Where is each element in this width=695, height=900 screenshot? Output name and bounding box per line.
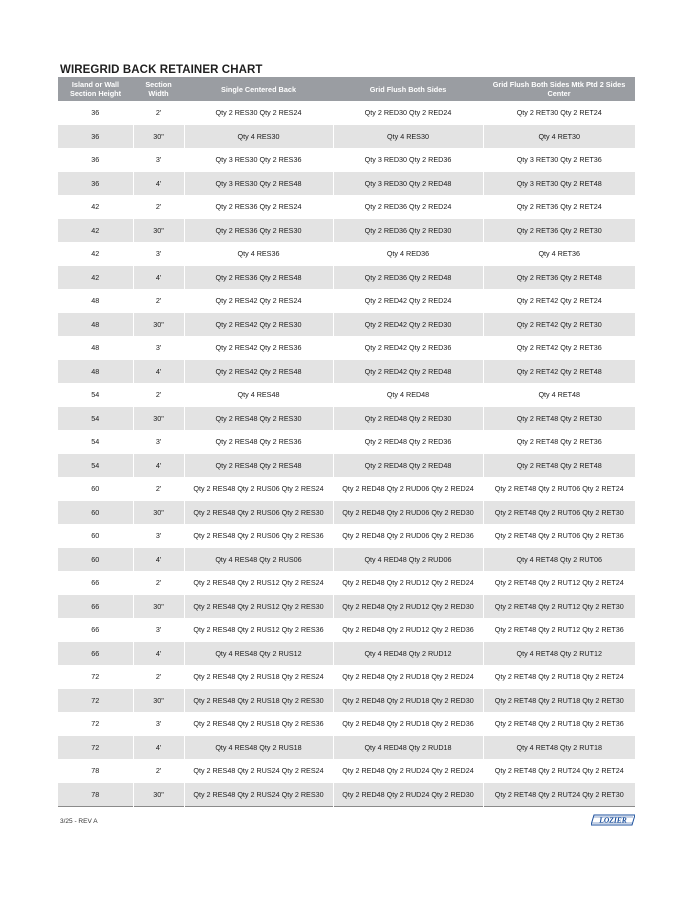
header-section-height: Island or Wall Section Height: [58, 77, 133, 101]
cell-section-height: 48: [58, 360, 133, 384]
cell-section-height: 72: [58, 712, 133, 736]
table-row: [58, 548, 635, 572]
table-row: [58, 289, 635, 313]
cell-grid-flush-both-sides: Qty 2 RED48 Qty 2 RUD18 Qty 2 RED36: [333, 712, 483, 736]
cell-section-width: 3': [133, 430, 184, 454]
cell-grid-flush-mtk-ptd: Qty 2 RET48 Qty 2 RET36: [483, 430, 635, 454]
cell-single-centered-back: Qty 2 RES30 Qty 2 RES24: [184, 101, 333, 125]
table-row: [58, 712, 635, 736]
cell-grid-flush-mtk-ptd: Qty 2 RET48 Qty 2 RUT06 Qty 2 RET36: [483, 524, 635, 548]
cell-grid-flush-mtk-ptd: Qty 2 RET42 Qty 2 RET24: [483, 289, 635, 313]
cell-single-centered-back: Qty 2 RES42 Qty 2 RES30: [184, 313, 333, 337]
table-row: [58, 665, 635, 689]
table-row: [58, 383, 635, 407]
cell-section-height: 42: [58, 242, 133, 266]
cell-single-centered-back: Qty 2 RES42 Qty 2 RES36: [184, 336, 333, 360]
cell-grid-flush-mtk-ptd: Qty 4 RET36: [483, 242, 635, 266]
logo-wordmark: LOZIER: [599, 815, 627, 825]
cell-section-width: 30": [133, 407, 184, 431]
cell-section-width: 3': [133, 148, 184, 172]
cell-single-centered-back: Qty 2 RES36 Qty 2 RES48: [184, 266, 333, 290]
table-row: [58, 172, 635, 196]
cell-section-height: 54: [58, 430, 133, 454]
cell-grid-flush-mtk-ptd: Qty 3 RET30 Qty 2 RET36: [483, 148, 635, 172]
cell-section-width: 2': [133, 383, 184, 407]
cell-grid-flush-mtk-ptd: Qty 2 RET36 Qty 2 RET24: [483, 195, 635, 219]
table-row: [58, 219, 635, 243]
cell-section-height: 60: [58, 501, 133, 525]
cell-single-centered-back: Qty 2 RES42 Qty 2 RES24: [184, 289, 333, 313]
cell-section-width: 2': [133, 477, 184, 501]
cell-section-width: 30": [133, 125, 184, 149]
table-row: [58, 759, 635, 783]
table-header-row: [58, 77, 635, 101]
cell-section-height: 54: [58, 454, 133, 478]
cell-section-height: 36: [58, 125, 133, 149]
cell-grid-flush-mtk-ptd: Qty 2 RET36 Qty 2 RET30: [483, 219, 635, 243]
cell-section-width: 3': [133, 242, 184, 266]
table-row: [58, 736, 635, 760]
cell-section-height: 72: [58, 665, 133, 689]
cell-grid-flush-mtk-ptd: Qty 2 RET48 Qty 2 RUT24 Qty 2 RET24: [483, 759, 635, 783]
cell-section-height: 60: [58, 524, 133, 548]
cell-grid-flush-mtk-ptd: Qty 2 RET48 Qty 2 RUT12 Qty 2 RET24: [483, 571, 635, 595]
cell-single-centered-back: Qty 2 RES48 Qty 2 RUS06 Qty 2 RES24: [184, 477, 333, 501]
cell-grid-flush-both-sides: Qty 2 RED48 Qty 2 RUD24 Qty 2 RED30: [333, 783, 483, 807]
cell-section-height: 48: [58, 289, 133, 313]
cell-grid-flush-both-sides: Qty 2 RED48 Qty 2 RUD24 Qty 2 RED24: [333, 759, 483, 783]
cell-section-width: 30": [133, 219, 184, 243]
cell-section-width: 2': [133, 195, 184, 219]
cell-section-width: 30": [133, 595, 184, 619]
cell-grid-flush-mtk-ptd: Qty 2 RET42 Qty 2 RET30: [483, 313, 635, 337]
cell-section-width: 30": [133, 313, 184, 337]
cell-single-centered-back: Qty 2 RES36 Qty 2 RES24: [184, 195, 333, 219]
cell-grid-flush-both-sides: Qty 2 RED42 Qty 2 RED48: [333, 360, 483, 384]
table-row: [58, 454, 635, 478]
cell-single-centered-back: Qty 2 RES36 Qty 2 RES30: [184, 219, 333, 243]
cell-single-centered-back: Qty 2 RES48 Qty 2 RES30: [184, 407, 333, 431]
cell-grid-flush-both-sides: Qty 4 RED48: [333, 383, 483, 407]
cell-grid-flush-mtk-ptd: Qty 2 RET48 Qty 2 RET30: [483, 407, 635, 431]
cell-grid-flush-mtk-ptd: Qty 2 RET48 Qty 2 RUT18 Qty 2 RET24: [483, 665, 635, 689]
cell-grid-flush-both-sides: Qty 3 RED30 Qty 2 RED48: [333, 172, 483, 196]
cell-section-height: 54: [58, 407, 133, 431]
table-row: [58, 783, 635, 807]
cell-grid-flush-both-sides: Qty 2 RED48 Qty 2 RED48: [333, 454, 483, 478]
revision-label: 3/25 - REV A: [60, 818, 98, 825]
cell-grid-flush-both-sides: Qty 2 RED48 Qty 2 RED30: [333, 407, 483, 431]
table-row: [58, 195, 635, 219]
cell-section-height: 78: [58, 783, 133, 807]
cell-section-height: 72: [58, 736, 133, 760]
cell-section-width: 4': [133, 360, 184, 384]
table-row: [58, 101, 635, 125]
cell-section-height: 66: [58, 571, 133, 595]
table-row: [58, 313, 635, 337]
cell-single-centered-back: Qty 2 RES48 Qty 2 RES36: [184, 430, 333, 454]
cell-grid-flush-both-sides: Qty 2 RED48 Qty 2 RED36: [333, 430, 483, 454]
cell-grid-flush-mtk-ptd: Qty 2 RET48 Qty 2 RUT12 Qty 2 RET30: [483, 595, 635, 619]
cell-section-height: 48: [58, 313, 133, 337]
table-row: [58, 524, 635, 548]
cell-section-width: 30": [133, 501, 184, 525]
cell-grid-flush-both-sides: Qty 4 RED48 Qty 2 RUD12: [333, 642, 483, 666]
cell-section-height: 60: [58, 477, 133, 501]
cell-section-height: 42: [58, 195, 133, 219]
cell-grid-flush-both-sides: Qty 2 RED42 Qty 2 RED36: [333, 336, 483, 360]
cell-section-width: 2': [133, 101, 184, 125]
cell-single-centered-back: Qty 2 RES48 Qty 2 RUS18 Qty 2 RES36: [184, 712, 333, 736]
table-row: [58, 125, 635, 149]
cell-single-centered-back: Qty 4 RES30: [184, 125, 333, 149]
cell-section-width: 2': [133, 289, 184, 313]
cell-section-height: 54: [58, 383, 133, 407]
cell-single-centered-back: Qty 2 RES48 Qty 2 RUS24 Qty 2 RES24: [184, 759, 333, 783]
cell-section-height: 48: [58, 336, 133, 360]
cell-section-height: 60: [58, 548, 133, 572]
cell-grid-flush-both-sides: Qty 2 RED48 Qty 2 RUD12 Qty 2 RED30: [333, 595, 483, 619]
cell-single-centered-back: Qty 4 RES48 Qty 2 RUS12: [184, 642, 333, 666]
cell-single-centered-back: Qty 4 RES36: [184, 242, 333, 266]
cell-section-width: 4': [133, 548, 184, 572]
cell-single-centered-back: Qty 2 RES48 Qty 2 RUS12 Qty 2 RES30: [184, 595, 333, 619]
header-grid-flush-both-sides: Grid Flush Both Sides: [333, 77, 483, 101]
cell-section-height: 78: [58, 759, 133, 783]
table-row: [58, 407, 635, 431]
cell-single-centered-back: Qty 2 RES48 Qty 2 RUS12 Qty 2 RES24: [184, 571, 333, 595]
cell-grid-flush-both-sides: Qty 2 RED42 Qty 2 RED24: [333, 289, 483, 313]
cell-grid-flush-mtk-ptd: Qty 4 RET30: [483, 125, 635, 149]
cell-single-centered-back: Qty 2 RES48 Qty 2 RUS12 Qty 2 RES36: [184, 618, 333, 642]
header-section-width: Section Width: [133, 77, 184, 101]
cell-single-centered-back: Qty 2 RES48 Qty 2 RES48: [184, 454, 333, 478]
cell-section-height: 72: [58, 689, 133, 713]
cell-section-height: 36: [58, 148, 133, 172]
cell-section-width: 4': [133, 454, 184, 478]
table-row: [58, 501, 635, 525]
cell-grid-flush-both-sides: Qty 4 RED48 Qty 2 RUD18: [333, 736, 483, 760]
cell-section-width: 2': [133, 759, 184, 783]
cell-grid-flush-both-sides: Qty 2 RED42 Qty 2 RED30: [333, 313, 483, 337]
table-row: [58, 242, 635, 266]
cell-single-centered-back: Qty 4 RES48: [184, 383, 333, 407]
cell-grid-flush-mtk-ptd: Qty 4 RET48 Qty 2 RUT12: [483, 642, 635, 666]
cell-section-height: 36: [58, 172, 133, 196]
cell-grid-flush-mtk-ptd: Qty 2 RET42 Qty 2 RET36: [483, 336, 635, 360]
cell-grid-flush-both-sides: Qty 2 RED48 Qty 2 RUD18 Qty 2 RED24: [333, 665, 483, 689]
cell-grid-flush-mtk-ptd: Qty 2 RET48 Qty 2 RUT18 Qty 2 RET36: [483, 712, 635, 736]
cell-grid-flush-mtk-ptd: Qty 2 RET36 Qty 2 RET48: [483, 266, 635, 290]
cell-section-height: 42: [58, 219, 133, 243]
cell-section-width: 3': [133, 336, 184, 360]
header-single-centered-back: Single Centered Back: [184, 77, 333, 101]
cell-section-height: 66: [58, 595, 133, 619]
cell-grid-flush-mtk-ptd: Qty 2 RET42 Qty 2 RET48: [483, 360, 635, 384]
cell-grid-flush-both-sides: Qty 2 RED48 Qty 2 RUD06 Qty 2 RED24: [333, 477, 483, 501]
cell-single-centered-back: Qty 2 RES48 Qty 2 RUS18 Qty 2 RES30: [184, 689, 333, 713]
cell-grid-flush-both-sides: Qty 2 RED48 Qty 2 RUD18 Qty 2 RED30: [333, 689, 483, 713]
cell-grid-flush-both-sides: Qty 2 RED48 Qty 2 RUD12 Qty 2 RED24: [333, 571, 483, 595]
cell-section-width: 30": [133, 689, 184, 713]
lozier-logo: [591, 814, 635, 826]
cell-grid-flush-both-sides: Qty 2 RED48 Qty 2 RUD06 Qty 2 RED36: [333, 524, 483, 548]
retainer-chart-table: [58, 77, 635, 807]
table-row: [58, 336, 635, 360]
cell-grid-flush-both-sides: Qty 2 RED48 Qty 2 RUD12 Qty 2 RED36: [333, 618, 483, 642]
cell-section-height: 66: [58, 642, 133, 666]
cell-single-centered-back: Qty 2 RES48 Qty 2 RUS06 Qty 2 RES30: [184, 501, 333, 525]
cell-single-centered-back: Qty 4 RES48 Qty 2 RUS18: [184, 736, 333, 760]
cell-section-width: 30": [133, 783, 184, 807]
cell-section-width: 4': [133, 642, 184, 666]
cell-grid-flush-both-sides: Qty 2 RED36 Qty 2 RED48: [333, 266, 483, 290]
cell-section-width: 3': [133, 524, 184, 548]
cell-grid-flush-mtk-ptd: Qty 4 RET48: [483, 383, 635, 407]
cell-grid-flush-both-sides: Qty 4 RES30: [333, 125, 483, 149]
cell-grid-flush-mtk-ptd: Qty 2 RET30 Qty 2 RET24: [483, 101, 635, 125]
cell-single-centered-back: Qty 2 RES48 Qty 2 RUS18 Qty 2 RES24: [184, 665, 333, 689]
cell-single-centered-back: Qty 2 RES48 Qty 2 RUS06 Qty 2 RES36: [184, 524, 333, 548]
cell-grid-flush-mtk-ptd: Qty 2 RET48 Qty 2 RUT06 Qty 2 RET24: [483, 477, 635, 501]
cell-single-centered-back: Qty 2 RES42 Qty 2 RES48: [184, 360, 333, 384]
table-row: [58, 642, 635, 666]
cell-grid-flush-mtk-ptd: Qty 3 RET30 Qty 2 RET48: [483, 172, 635, 196]
cell-grid-flush-mtk-ptd: Qty 2 RET48 Qty 2 RUT18 Qty 2 RET30: [483, 689, 635, 713]
table-body: [58, 101, 635, 807]
cell-section-width: 4': [133, 266, 184, 290]
table-row: [58, 595, 635, 619]
cell-section-width: 3': [133, 712, 184, 736]
cell-grid-flush-mtk-ptd: Qty 2 RET48 Qty 2 RET48: [483, 454, 635, 478]
cell-grid-flush-mtk-ptd: Qty 2 RET48 Qty 2 RUT24 Qty 2 RET30: [483, 783, 635, 807]
page-title: WIREGRID BACK RETAINER CHART: [60, 64, 263, 76]
cell-section-width: 2': [133, 571, 184, 595]
cell-section-width: 4': [133, 172, 184, 196]
cell-section-width: 2': [133, 665, 184, 689]
cell-grid-flush-both-sides: Qty 2 RED36 Qty 2 RED24: [333, 195, 483, 219]
table-row: [58, 430, 635, 454]
table-row: [58, 618, 635, 642]
cell-grid-flush-both-sides: Qty 2 RED36 Qty 2 RED30: [333, 219, 483, 243]
table-row: [58, 477, 635, 501]
cell-single-centered-back: Qty 2 RES48 Qty 2 RUS24 Qty 2 RES30: [184, 783, 333, 807]
cell-section-height: 42: [58, 266, 133, 290]
cell-single-centered-back: Qty 3 RES30 Qty 2 RES48: [184, 172, 333, 196]
cell-grid-flush-both-sides: Qty 2 RED30 Qty 2 RED24: [333, 101, 483, 125]
cell-grid-flush-mtk-ptd: Qty 2 RET48 Qty 2 RUT06 Qty 2 RET30: [483, 501, 635, 525]
cell-section-width: 3': [133, 618, 184, 642]
cell-grid-flush-both-sides: Qty 3 RED30 Qty 2 RED36: [333, 148, 483, 172]
cell-grid-flush-both-sides: Qty 4 RED36: [333, 242, 483, 266]
cell-single-centered-back: Qty 4 RES48 Qty 2 RUS06: [184, 548, 333, 572]
cell-grid-flush-both-sides: Qty 2 RED48 Qty 2 RUD06 Qty 2 RED30: [333, 501, 483, 525]
cell-section-width: 4': [133, 736, 184, 760]
cell-section-height: 36: [58, 101, 133, 125]
cell-grid-flush-mtk-ptd: Qty 2 RET48 Qty 2 RUT12 Qty 2 RET36: [483, 618, 635, 642]
cell-single-centered-back: Qty 3 RES30 Qty 2 RES36: [184, 148, 333, 172]
table-row: [58, 266, 635, 290]
table-row: [58, 148, 635, 172]
cell-section-height: 66: [58, 618, 133, 642]
table-row: [58, 689, 635, 713]
cell-grid-flush-mtk-ptd: Qty 4 RET48 Qty 2 RUT18: [483, 736, 635, 760]
cell-grid-flush-mtk-ptd: Qty 4 RET48 Qty 2 RUT06: [483, 548, 635, 572]
table-row: [58, 360, 635, 384]
header-grid-flush-mtk-ptd: Grid Flush Both Sides Mtk Ptd 2 Sides Center: [483, 77, 635, 101]
cell-grid-flush-both-sides: Qty 4 RED48 Qty 2 RUD06: [333, 548, 483, 572]
table-row: [58, 571, 635, 595]
